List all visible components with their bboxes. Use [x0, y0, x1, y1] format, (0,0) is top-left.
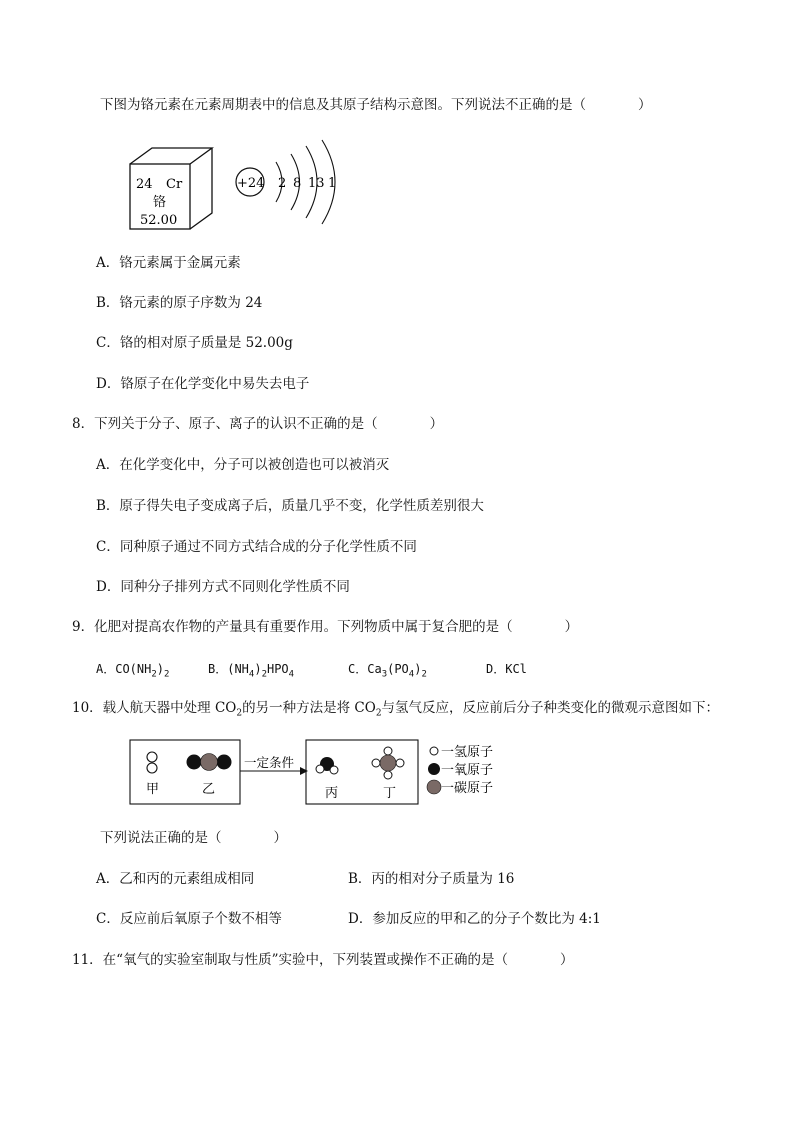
label-jia: 甲 [146, 782, 160, 797]
element-number: 24 [136, 177, 153, 192]
shell-1-count: 2 [278, 176, 287, 191]
question-9-option-b: B．$(NH_4)_2HPO_4$ [208, 662, 295, 680]
label-bing: 丙 [325, 786, 339, 801]
shell-2-count: 8 [293, 176, 302, 191]
nucleus-charge: +24 [237, 176, 265, 191]
legend-hydrogen: 一氢原子 [441, 745, 494, 760]
question-7-option-d: D．铬原子在化学变化中易失去电子 [96, 376, 310, 392]
question-9-option-a: A．$CO(NH_2)_2$ [96, 662, 170, 680]
legend-oxygen: 一氧原子 [441, 763, 494, 778]
element-mass: 52.00 [140, 213, 178, 228]
question-8-stem: 8．下列关于分子、原子、离子的认识不正确的是（ ） [72, 416, 444, 432]
question-10-option-c: C．反应前后氧原子个数不相等 [96, 911, 282, 927]
question-11-stem: 11．在“氧气的实验室制取与性质”实验中，下列装置或操作不正确的是（ ） [72, 952, 574, 968]
question-10-option-d: D．参加反应的甲和乙的分子个数比为 4:1 [348, 911, 601, 927]
question-8-option-a: A．在化学变化中，分子可以被创造也可以被消灭 [96, 457, 390, 473]
chromium-figure [126, 134, 346, 234]
question-9-option-d: D．KCl [486, 662, 527, 676]
shell-4-count: 1 [328, 176, 337, 191]
question-8-option-d: D．同种分子排列方式不同则化学性质不同 [96, 579, 350, 595]
question-7-option-a: A．铬元素属于金属元素 [96, 255, 241, 271]
question-10-stem: 10．载人航天器中处理 $CO_2$的另一种方法是将 $CO_2$与氢气反应，反应前后分子种类变化的微观示意图如下： [72, 700, 720, 719]
question-8-option-b: B．原子得失电子变成离子后，质量几乎不变，化学性质差别很大 [96, 498, 484, 514]
question-7-option-b: B．铬元素的原子序数为 24 [96, 295, 263, 311]
reaction-condition: 一定条件 [244, 755, 295, 770]
question-7-option-c: C．铬的相对原子质量是 52.00g [96, 335, 293, 351]
question-10-option-b: B．丙的相对分子质量为 16 [348, 871, 515, 887]
question-9-option-c: C．$Ca_3(PO_4)_2$ [348, 662, 427, 680]
label-ding: 丁 [383, 786, 397, 801]
question-7-stem: 下图为铬元素在元素周期表中的信息及其原子结构示意图。下列说法不正确的是（ ） [100, 97, 652, 113]
label-yi: 乙 [202, 782, 216, 797]
question-8-option-c: C．同种原子通过不同方式结合成的分子化学性质不同 [96, 539, 417, 555]
shell-3-count: 13 [308, 176, 325, 191]
question-10-option-a: A．乙和丙的元素组成相同 [96, 871, 255, 887]
question-9-stem: 9．化肥对提高农作物的产量具有重要作用。下列物质中属于复合肥的是（ ） [72, 619, 579, 635]
legend-carbon: 一碳原子 [441, 781, 494, 796]
reaction-diagram [128, 738, 518, 806]
element-name: 铬 [153, 195, 167, 210]
element-symbol: Cr [166, 177, 183, 192]
question-10-sub-stem: 下列说法正确的是（ ） [100, 830, 287, 846]
